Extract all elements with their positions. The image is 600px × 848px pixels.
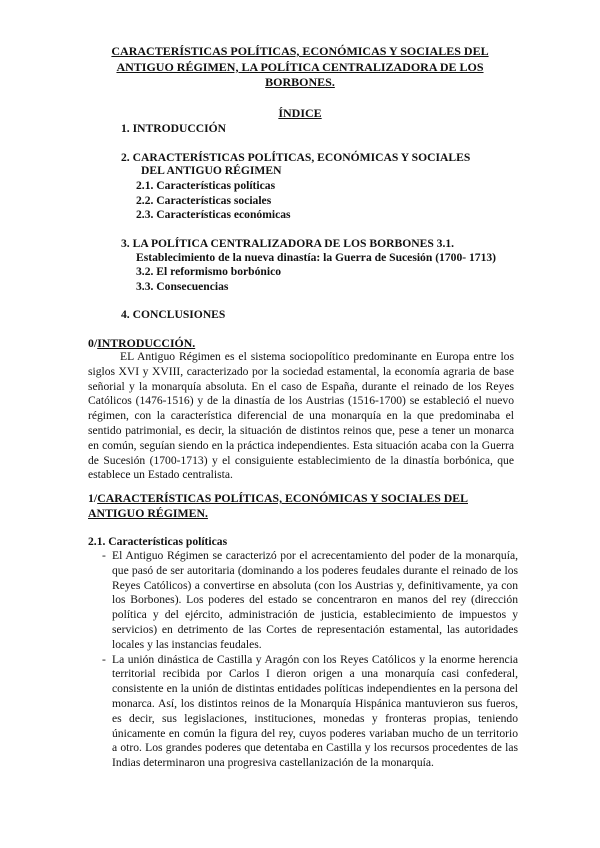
list-item-text: La unión dinástica de Castilla y Aragón con los Reyes Católicos y la enorme herencia territorial recibida por Carlos I dieron origen a una monarquía casi confederal, consistente en la unión de distintas entidades políticas independientes en la persona del monarca. Así, los distintos reinos de la Monarquía Hispánica mantuvieron sus fueros, es decir, sus legislaciones, instituciones, monedas y fronteras propias, teniendo únicamente en común la figura del rey, cuyos poderes variaban mucho de un territorio a otro. Los grandes poderes que detentaba en Castilla y los recursos procedentes de las Indias determinaron una progresiva castellanización de la monarquía. (112, 652, 518, 770)
dash-marker: - (102, 652, 106, 666)
toc-item-1: 1. INTRODUCCIÓN (121, 122, 226, 135)
intro-heading (88, 336, 288, 351)
toc-item-4: 4. CONCLUSIONES (121, 308, 226, 321)
toc-item-3-3: 3.3. Consecuencias (136, 280, 229, 293)
list-item (88, 549, 518, 653)
intro-paragraph-text: EL Antiguo Régimen es el sistema sociopolítico predominante en Europa entre los siglos XVI y XVIII, caracterizado por la sociedad estamental, la economía agraria de base señorial y la monarquía absoluta. En el caso de España, durante el reinado de los Reyes Católicos (1476-1516) y de la dinastía de los Austrias (1516-1700) se estableció el nuevo régimen, con la característica diferencial de una monarquía en la que predominaba el sentido patrimonial, es decir, la situación de distintos reinos que, pese a tener un monarca en común, seguían siendo en la práctica independientes. Esta situación acaba con la Guerra de Sucesión (1700-1713) y el consiguiente establecimiento de la dinastía borbónica, que establece un Estado centralista. (88, 350, 514, 482)
section1-heading (88, 491, 508, 521)
section1-heading-text: CARACTERÍSTICAS POLÍTICAS, ECONÓMICAS Y SOCIALES DEL ANTIGUO RÉGIMEN. (88, 491, 468, 520)
subsection-2-1-heading: 2.1. Características políticas (88, 535, 228, 548)
document-title: CARACTERÍSTICAS POLÍTICAS, ECONÓMICAS Y SOCIALES DEL ANTIGUO RÉGIMEN, LA POLÍTICA CENTRALIZADORA DE LOS BORBONES. (111, 44, 489, 89)
political-characteristics-list (88, 549, 518, 771)
toc-item-3-1: Establecimiento de la nueva dinastía: la Guerra de Sucesión (1700- 1713) (136, 251, 497, 264)
intro-number: 0/ (88, 336, 98, 350)
toc-item-2-1: 2.1. Características políticas (136, 179, 276, 192)
toc-item-2: 2. CARACTERÍSTICAS POLÍTICAS, ECONÓMICAS Y SOCIALES (121, 151, 471, 164)
toc-item-2-2: 2.2. Características sociales (136, 194, 272, 207)
intro-heading-text: INTRODUCCIÓN. (97, 336, 196, 350)
index-heading: ÍNDICE (278, 106, 322, 120)
intro-paragraph (88, 350, 514, 483)
toc-item-2-cont: DEL ANTIGUO RÉGIMEN (141, 164, 282, 177)
dash-marker: - (102, 549, 106, 562)
toc-item-3-2: 3.2. El reformismo borbónico (136, 265, 282, 278)
toc-item-3: 3. LA POLÍTICA CENTRALIZADORA DE LOS BORBONES 3.1. (121, 237, 455, 250)
list-item (88, 653, 518, 771)
list-item-text: El Antiguo Régimen se caracterizó por el acrecentamiento del poder de la monarquía, que pasó de ser autoritaria (dominando a los poderes feudales durante el reinado de los Reyes Católicos) a convertirse en absoluta (con los Austrias y, definitivamente, ya con los Borbones). Los poderes del estado se concentraron en manos del rey (dirección política y del ejército, administración de justicia, establecimiento de impuestos y servicios) en detrimento de las Cortes de representación estamental, las autoridades locales y las instancias feudales. (112, 549, 518, 651)
toc-item-2-3: 2.3. Características económicas (136, 208, 291, 221)
section1-number: 1/ (88, 491, 98, 505)
